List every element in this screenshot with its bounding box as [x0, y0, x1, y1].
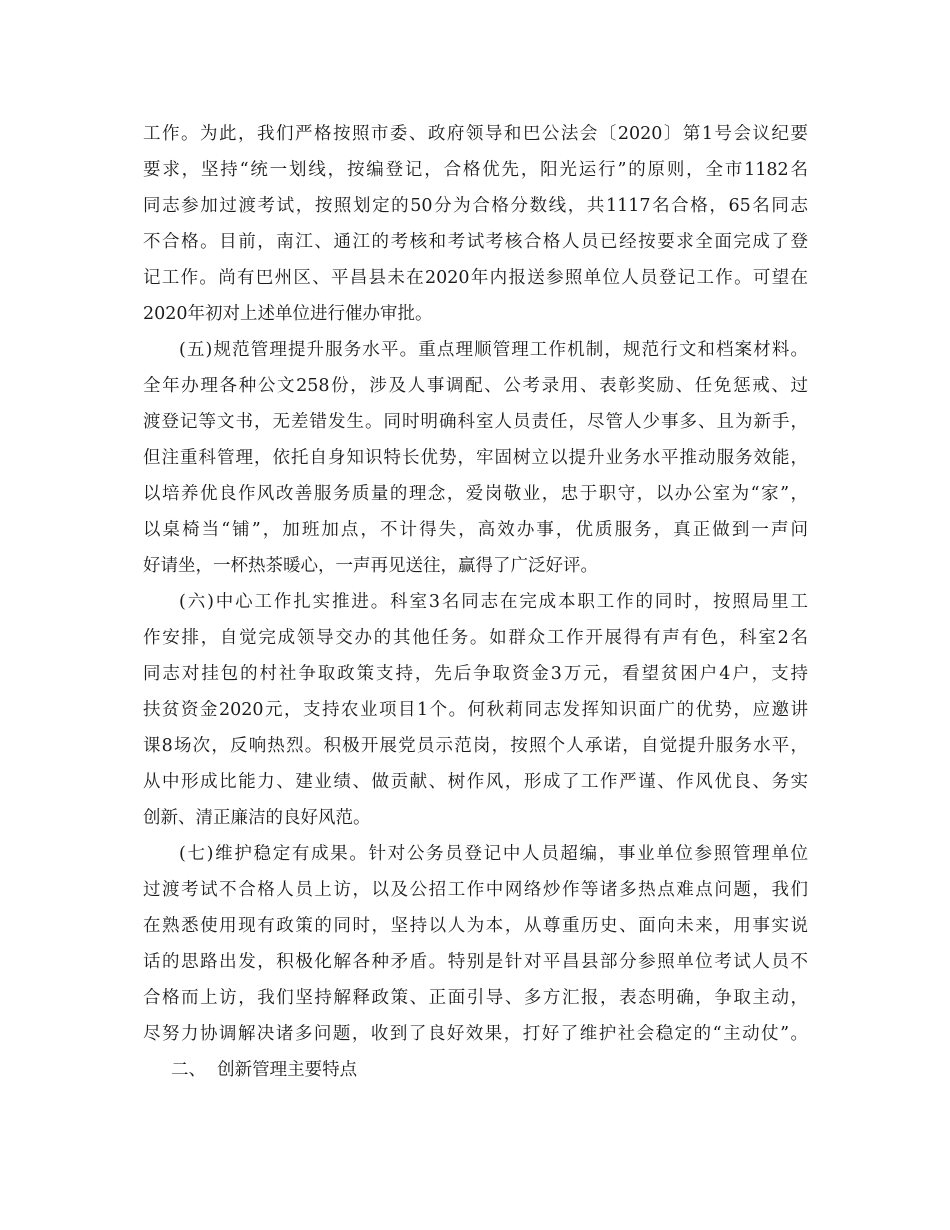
paragraph-section-seven: [143, 836, 808, 1052]
text-line: 以培养优良作风改善服务质量的理念，爱岗敬业，忠于职守，以办公室为“家”，: [143, 484, 808, 504]
text-line: 过渡考试不合格人员上访，以及公招工作中网络炒作等诸多热点难点问题，我们: [143, 880, 808, 900]
paragraph-section-six: [143, 584, 808, 836]
text-line: 合格而上访，我们坚持解释政策、正面引导、多方汇报，表态明确，争取主动，: [143, 988, 808, 1008]
text-line: 但注重科管理，依托自身知识特长优势，牢固树立以提升业务水平推动服务效能，: [143, 448, 808, 468]
text-line: 全年办理各种公文258份，涉及人事调配、公考录用、表彰奖励、任免惩戒、过: [143, 376, 808, 396]
paragraph-section-five: [143, 332, 808, 584]
text-line: (六)中心工作扎实推进。科室3名同志在完成本职工作的同时，按照局里工: [179, 592, 808, 612]
text-line: 不合格。目前，南江、通江的考核和考试考核合格人员已经按要求全面完成了登: [143, 232, 808, 252]
text-line: (七)维护稳定有成果。针对公务员登记中人员超编，事业单位参照管理单位: [179, 844, 808, 864]
text-line: 记工作。尚有巴州区、平昌县未在2020年内报送参照单位人员登记工作。可望在: [143, 268, 808, 288]
text-line: 作安排，自觉完成领导交办的其他任务。如群众工作开展得有声有色，科室2名: [143, 628, 808, 648]
text-line: 要求，坚持“统一划线，按编登记，合格优先，阳光运行”的原则，全市1182名: [143, 160, 808, 180]
text-line: 2020年初对上述单位进行催办审批。: [143, 304, 433, 324]
text-line: 在熟悉使用现有政策的同时，坚持以人为本，从尊重历史、面向未来，用事实说: [143, 916, 808, 936]
text-line: 以桌椅当“铺”，加班加点，不计得失，高效办事，优质服务，真正做到一声问: [143, 520, 808, 540]
text-line: 同志对挂包的村社争取政策支持，先后争取资金3万元，看望贫困户4户，支持: [143, 664, 808, 684]
text-line: 扶贫资金2020元，支持农业项目1个。何秋莉同志发挥知识面广的优势，应邀讲: [143, 700, 808, 720]
text-line: 课8场次，反响热烈。积极开展党员示范岗，按照个人承诺，自觉提升服务水平，: [143, 736, 808, 756]
text-line: 工作。为此，我们严格按照市委、政府领导和巴公法会〔2020〕第1号会议纪要: [143, 124, 808, 144]
text-line: 从中形成比能力、建业绩、做贡献、树作风，形成了工作严谨、作风优良、务实: [143, 772, 808, 792]
text-line: 好请坐，一杯热茶暖心，一声再见送往，赢得了广泛好评。: [143, 556, 598, 576]
text-line: 尽努力协调解决诸多问题，收到了良好效果，打好了维护社会稳定的“主动仗”。: [143, 1024, 808, 1044]
text-line: 话的思路出发，积极化解各种矛盾。特别是针对平昌县部分参照单位考试人员不: [143, 952, 808, 972]
text-line: (五)规范管理提升服务水平。重点理顺管理工作机制，规范行文和档案材料。: [179, 340, 808, 360]
document-body: [143, 116, 808, 1088]
text-line: 创新、清正廉洁的良好风范。: [143, 808, 371, 828]
text-line: 同志参加过渡考试，按照划定的50分为合格分数线，共1117名合格，65名同志: [143, 196, 808, 216]
section-heading: 二、 创新管理主要特点: [171, 1060, 358, 1080]
paragraph-registration-work: [143, 116, 808, 332]
text-line: 渡登记等文书，无差错发生。同时明确科室人员责任，尽管人少事多、且为新手，: [143, 412, 808, 432]
